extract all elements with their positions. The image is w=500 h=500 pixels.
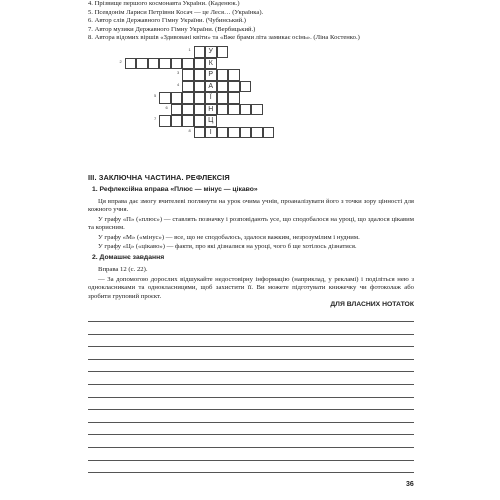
note-line [88,460,414,461]
crossword-key-letter: Н [208,105,214,113]
crossword-cell [182,58,194,70]
crossword-cell [194,58,206,70]
crossword-cell [194,127,206,139]
crossword-cell [240,81,252,93]
reflection-heading: 1. Рефлексійна вправа «Плюс — мінус — цікаво» [92,186,258,193]
crossword-cell [194,92,206,104]
crossword-cell [228,104,240,116]
crossword-cell [228,127,240,139]
crossword-cell [251,127,263,139]
crossword-cell [171,58,183,70]
crossword-clue-number: 8 [188,127,191,133]
question-8: 8. Автора відомих віршів «Здивовані квіти» та «Вже брами літа замикає осінь». (Ліна Костенко.) [88,34,360,42]
crossword-cell [217,92,229,104]
section-title: ІІІ. ЗАКЛЮЧНА ЧАСТИНА. РЕФЛЕКСІЯ [88,173,230,182]
crossword-cell [240,127,252,139]
note-line [88,422,414,423]
crossword-cell [194,104,206,116]
crossword-key-letter: А [208,82,214,90]
note-line [88,409,414,410]
crossword-cell [171,104,183,116]
crossword-key-letter: К [208,59,213,67]
crossword-cell [194,81,206,93]
note-line [88,397,414,398]
page-number: 36 [406,481,414,488]
note-line [88,334,414,335]
crossword-cell [159,92,171,104]
crossword-clue-number: 4 [177,81,180,87]
crossword-clue-number: 1 [188,47,191,52]
note-line [88,434,414,435]
crossword-cell [217,81,229,93]
crossword-grid [0,0,500,165]
crossword-cell [182,81,194,93]
question-4: 4. Прізвище першого космонавта України. (Каденюк.) [88,0,240,7]
note-line [88,371,414,372]
crossword-cell [136,58,148,70]
note-line [88,447,414,448]
crossword-cell [217,46,229,58]
homework-heading: 2. Домашнє завдання [92,254,165,261]
crossword-cell [182,69,194,81]
crossword-key-letter: Ц [208,117,214,124]
crossword-cell [182,92,194,104]
crossword-clue-number: 7 [154,116,157,121]
crossword-key-letter: Ї [209,94,212,101]
note-line [88,321,414,322]
reflection-paragraph-4: У графу «Ц» («цікаво») — факти, про які дізналися на уроці, чого б ще хотілось дізнатися. [98,243,357,250]
crossword-cell [228,69,240,81]
crossword-cell [194,115,206,127]
crossword-cell [194,69,206,81]
crossword-cell [251,104,263,116]
crossword-key-letter: Р [208,71,214,78]
crossword-cell [228,92,240,104]
notes-title: ДЛЯ ВЛАСНИХ НОТАТОК [330,301,414,308]
note-line [88,472,414,473]
reflection-paragraph-1: Ця вправа дає змогу вчителеві поглянути на урок очима учнів, проаналізувати його з точки зору цінності для кожного учня. [88,198,414,214]
crossword-cell [148,58,160,70]
reflection-paragraph-2: У графу «П» («плюс») — ставлять позначку і розповідають усе, що сподобалося на уроці, що здалося цікавим та корисним. [88,216,414,232]
crossword-cell [182,104,194,116]
crossword-cell [159,115,171,127]
note-line [88,384,414,385]
note-line [88,346,414,347]
crossword-cell [171,115,183,127]
crossword-cell [217,104,229,116]
crossword-cell [194,46,206,58]
reflection-paragraph-3: У графу «М» («мінус») — все, що не сподобалось, здалося важким, незрозумілим і нудним. [98,234,360,241]
crossword-clue-number: 3 [177,70,180,75]
crossword-key-letter: У [208,48,213,55]
crossword-cell [125,58,137,70]
crossword-cell [159,58,171,70]
crossword-cell [228,81,240,93]
question-5: 5. Псевдонім Лариси Петрівни Косач — це Леся… (Українка). [88,8,264,16]
crossword-clue-number: 6 [165,104,168,110]
note-line [88,359,414,360]
crossword-cell [240,104,252,116]
homework-paragraph-1: Вправа 12 (с. 22). [98,266,148,273]
crossword-key-letter: І [209,128,212,136]
homework-paragraph-2: — За допомогою дорослих відшукайте недостовірну інформацію (наприклад, у рекламі) і поділіться нею з однокласниками та однокласницями, щоб захистити її. Ви можете підготувати книжечку чи фотоколаж або зробити груповий проєкт. [88,276,414,300]
crossword-cell [182,115,194,127]
crossword-cell [263,127,275,139]
crossword-clue-number: 2 [119,58,122,64]
crossword-cell [217,127,229,139]
crossword-cell [217,69,229,81]
question-6: 6. Автор слів Державного Гімну України. (Чубинський.) [88,17,246,25]
crossword-clue-number: 5 [154,93,157,98]
question-7: 7. Автор музики Державного Гімну України. (Вербицький.) [88,25,256,33]
crossword-cell [171,92,183,104]
